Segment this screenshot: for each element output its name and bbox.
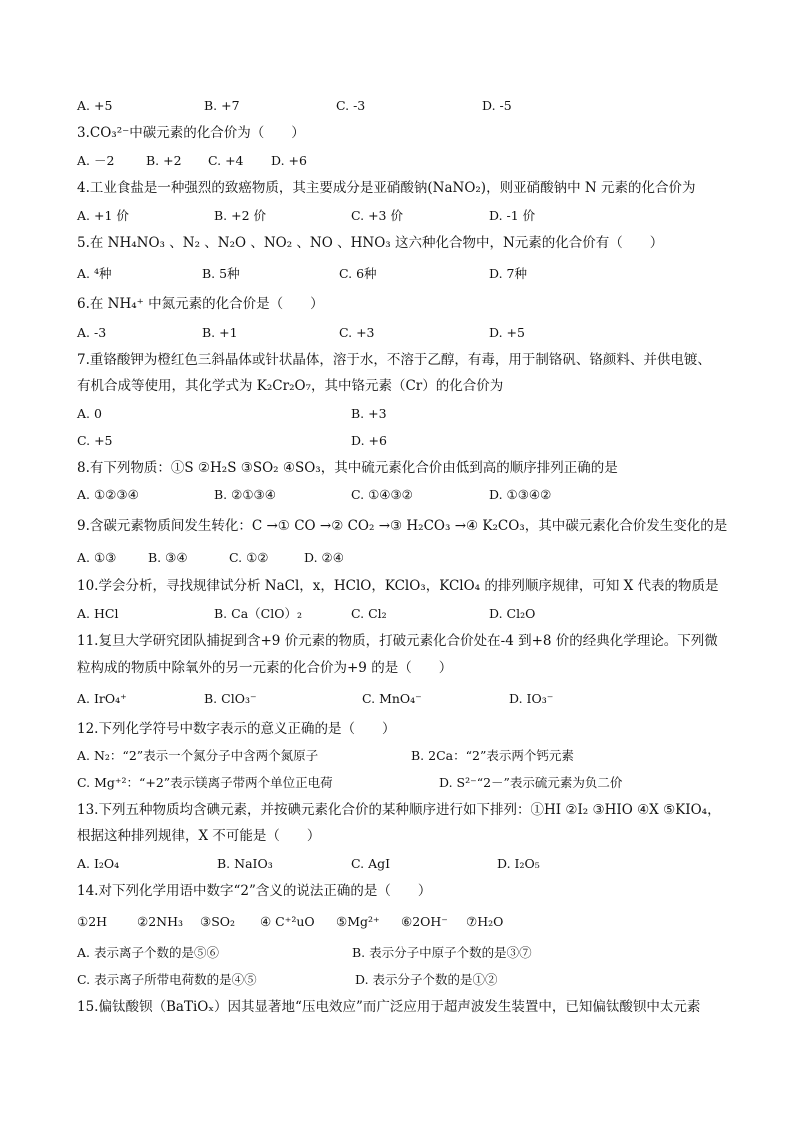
answer-option: A. －2 <box>77 153 115 168</box>
question-text: 4.工业食盐是一种强烈的致癌物质，其主要成分是亚硝酸钠(NaNO₂)，则亚硝酸钠中 N 元素的化合价为 <box>77 180 696 196</box>
question-text: 3.CO₃²⁻中碳元素的化合价为（ ） <box>77 125 305 141</box>
answer-option: A. HCl <box>77 606 119 621</box>
answer-option: D. IO₃⁻ <box>509 691 554 706</box>
question-text: 8.有下列物质：①S ②H₂S ③SO₂ ④SO₃，其中硫元素化合价由低到高的顺序排列正确的是 <box>77 460 618 476</box>
answer-option: D. ②④ <box>304 550 344 565</box>
answer-option: B. 5种 <box>202 266 240 281</box>
answer-option: C. ①② <box>229 550 269 565</box>
answer-option: C. -3 <box>336 98 366 113</box>
answer-option: C. ①④③② <box>351 487 413 502</box>
answer-option: B. NaIO₃ <box>217 856 273 871</box>
question-text: 粒构成的物质中除氧外的另一元素的化合价为+9 的是（ ） <box>77 660 453 676</box>
answer-option: D. Cl₂O <box>489 606 536 621</box>
answer-option: B. ②①③④ <box>214 487 276 502</box>
answer-option: A. I₂O₄ <box>77 856 120 871</box>
answer-option: A. +1 价 <box>77 208 129 223</box>
answer-option: ②2NH₃ <box>137 914 184 929</box>
answer-option: ⑥2OH⁻ <box>401 914 448 929</box>
answer-option: B. +2 价 <box>214 208 267 223</box>
answer-option: B. +3 <box>351 406 387 421</box>
answer-option: A. -3 <box>77 325 107 340</box>
answer-option: C. MnO₄⁻ <box>362 691 422 706</box>
answer-option: D. 表示分子个数的是①② <box>355 972 498 987</box>
answer-option: A. ⁴种 <box>77 266 112 281</box>
answer-option: D. +5 <box>489 325 525 340</box>
answer-option: C. +3 价 <box>351 208 403 223</box>
answer-option: C. 6种 <box>339 266 377 281</box>
answer-option: ①2H <box>77 914 108 929</box>
answer-option: D. I₂O₅ <box>497 856 540 871</box>
answer-option: C. +3 <box>339 325 375 340</box>
answer-option: C. Mg⁺²：“+2”表示镁离子带两个单位正电荷 <box>77 775 333 790</box>
question-text: 12.下列化学符号中数字表示的意义正确的是（ ） <box>77 721 396 737</box>
answer-option: A. +5 <box>77 98 113 113</box>
question-text: 7.重铬酸钾为橙红色三斜晶体或针状晶体，溶于水，不溶于乙醇，有毒，用于制铬矾、铬颜料、并供电镀、 <box>77 352 711 368</box>
answer-option: C. AgI <box>351 856 391 871</box>
answer-option: ⑤Mg²⁺ <box>336 914 380 929</box>
answer-option: A. N₂：“2”表示一个氮分子中含两个氮原子 <box>77 748 319 763</box>
answer-option: ④ C⁺²uO <box>260 914 315 929</box>
answer-option: B. +2 <box>146 153 182 168</box>
answer-option: D. ①③④② <box>489 487 552 502</box>
answer-option: C. Cl₂ <box>351 606 387 621</box>
answer-option: D. 7种 <box>489 266 527 281</box>
question-text: 14.对下列化学用语中数字“2”含义的说法正确的是（ ） <box>77 883 432 899</box>
answer-option: D. -5 <box>482 98 512 113</box>
answer-option: A. IrO₄⁺ <box>77 691 127 706</box>
answer-option: C. +4 <box>208 153 244 168</box>
answer-option: D. +6 <box>271 153 307 168</box>
answer-option: B. Ca（ClO）₂ <box>214 606 302 621</box>
question-text: 6.在 NH₄⁺ 中氮元素的化合价是（ ） <box>77 296 324 312</box>
question-text: 9.含碳元素物质间发生转化：C →① CO →② CO₂ →③ H₂CO₃ →④ K₂CO₃，其中碳元素化合价发生变化的是 <box>77 518 728 534</box>
question-text: 有机合成等使用，其化学式为 K₂Cr₂O₇，其中铬元素（Cr）的化合价为 <box>77 378 504 394</box>
answer-option: C. +5 <box>77 433 113 448</box>
answer-option: B. ③④ <box>148 550 188 565</box>
answer-option: B. 表示分子中原子个数的是③⑦ <box>352 945 532 960</box>
answer-option: A. ①③ <box>77 550 117 565</box>
answer-option: C. 表示离子所带电荷数的是④⑤ <box>77 972 257 987</box>
question-text: 5.在 NH₄NO₃ 、N₂ 、N₂O 、NO₂ 、NO 、HNO₃ 这六种化合物中，N元素的化合价有（ ） <box>77 235 664 251</box>
answer-option: A. 表示离子个数的是⑤⑥ <box>77 945 219 960</box>
answer-option: B. +1 <box>202 325 238 340</box>
question-text: 11.复旦大学研究团队捕捉到含+9 价元素的物质，打破元素化合价处在-4 到+8 价的经典化学理论。下列微 <box>77 633 718 649</box>
answer-option: B. +7 <box>204 98 240 113</box>
answer-option: A. ①②③④ <box>77 487 139 502</box>
question-text: 15.偏钛酸钡（BaTiOₓ）因其显著地“压电效应”而广泛应用于超声波发生装置中，已知偏钛酸钡中太元素 <box>77 999 701 1015</box>
answer-option: ③SO₂ <box>200 914 236 929</box>
answer-option: B. ClO₃⁻ <box>204 691 257 706</box>
question-text: 13.下列五种物质均含碘元素，并按碘元素化合价的某种顺序进行如下排列：①HI ②I₂ ③HIO ④X ⑤KIO₄， <box>77 802 721 818</box>
answer-option: ⑦H₂O <box>466 914 504 929</box>
answer-option: D. +6 <box>351 433 387 448</box>
answer-option: D. -1 价 <box>489 208 536 223</box>
question-text: 10.学会分析，寻找规律试分析 NaCl，x，HClO，KClO₃，KClO₄ 的排列顺序规律，可知 X 代表的物质是 <box>77 578 719 594</box>
answer-option: D. S²⁻“2－”表示硫元素为负二价 <box>439 775 623 790</box>
question-text: 根据这种排列规律，X 不可能是（ ） <box>77 828 321 844</box>
answer-option: B. 2Ca：“2”表示两个钙元素 <box>411 748 574 763</box>
answer-option: A. 0 <box>77 406 102 421</box>
